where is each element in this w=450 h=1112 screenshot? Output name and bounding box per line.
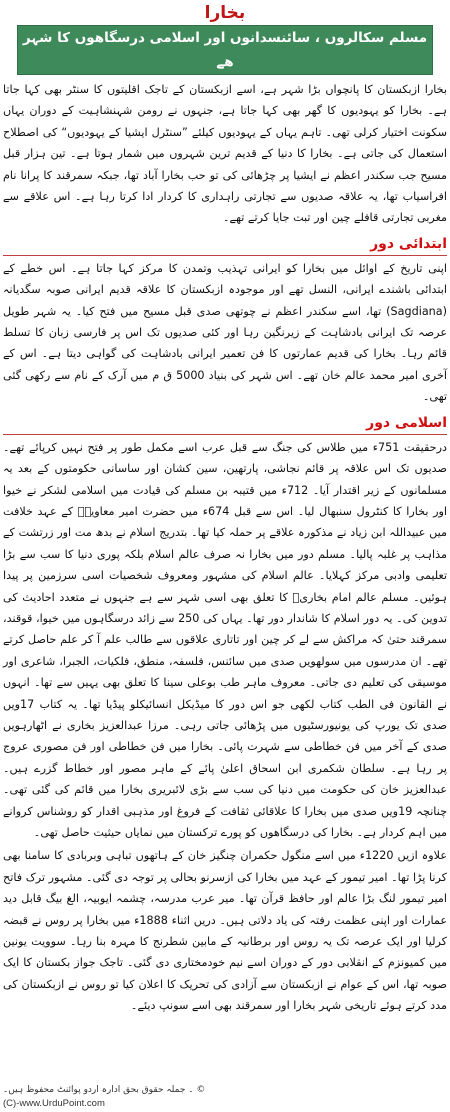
early-period-text-2: ) تھا، اسے سکندر اعظم نے چوتھی صدی قبل مسیح میں فتح کیا۔ یہ شہر طویل عرصہ تک ایرانی بادشاہت کے زیرنگین رہا اور کئی صدیوں تک اس پر فارسی زبان کا تسلط قائم رہا۔ بخارا کی قدیم عمارتوں کا فن تعمیر ایرانی بادشاہت کی گواہی دیتا ہے۔ اس کے آخری امیر محمد عالم خان تھے۔ اس شہر کی بنیاد 5000 ق م میں آرک کے نام سے رکھی گئی تھی۔ <box>3 304 447 404</box>
intro-paragraph: بخارا ازبکستان کا پانچواں بڑا شہر ہے، اسے ازبکستان کے تاجک اقلیتوں کا سنٹر بھی کہا جاتا ہے۔ بخارا کو یہودیوں کا گھر بھی کہا جاتا ہے، جنہوں نے رومن شہنشاہیت کے دوران یہاں سکونت اختیار کرلی تھی۔ تاہم یہاں کے یہودیوں کیلئے ”سنٹرل ایشیا کے یہودیوں“ کی اصطلاح استعمال کی جاتی ہے۔ بخارا کا دنیا کے قدیم ترین شہروں میں شمار ہوتا ہے۔ تین ہزار قبل مسیح جب سکندر اعظم نے ایشیا پر چڑھائی کی تو حب بخارا آباد تھا، جبکہ سمرقند کا پرانا نام افراسیاب تھا، یہ علاقہ صدیوں سے تجارتی راہداری کا کردار ادا کرتا رہا ہے۔ اس علاقے سے مغربی تجارتی قافلے چین اور تبت جایا کرتے تھے۔ <box>3 83 447 225</box>
copyright-link[interactable]: (C)-www.UrduPoint.com <box>3 1098 105 1109</box>
islamic-period-paragraph-2: علاوہ ازیں 1220ء میں اسے منگول حکمران چنگیز خان کے ہاتھوں تباہی وبربادی کا سامنا بھی کرنا پڑا تھا۔ امیر تیمور کے عہد میں بخارا کی ازسرنو بحالی پر توجہ دی گئی۔ مشہور ترک فاتح امیر تیمور لنگ بڑا عالم اور حافظ قرآن تھا۔ میر عرب مدرسہ، چشمہ ایوبیہ، الغ بیگ قابل دید عمارات اور اپنی عظمت رفتہ کی یاد دلاتی ہیں۔ دریں اثناء 1888ء میں بخارا پر روس نے قبضہ کرلیا اور ایک عرصہ تک یہ روس اور برطانیہ کے مابین شطرنج کا مہرہ بنا رہا۔ سوویت یونین میں کمیونزم کے انقلابی دور کے دوران اسے نیم خودمختاری دی گئی۔ تاجک جواز بکستان کا ایک صوبہ تھا، اس کے عوام نے ازبکستان سے آزادی کی تحریک کا اعلان کیا تو روس نے ازبکستان کی مدد کرتے ہوئے تاریخی شہر بخارا اور سمرقند بھی اسے سونپ دیئے۔ <box>3 849 448 1013</box>
sagdiana-latin-term: Sagdiana <box>390 304 443 318</box>
section-heading-early-period: ابتدائی دور <box>3 235 447 256</box>
section-heading-islamic-period: اسلامی دور <box>3 414 447 435</box>
article-title: بخارا <box>204 3 246 23</box>
islamic-period-paragraph-1: درحقیقت 751ء میں طلاس کی جنگ سے قبل عرب اسے مکمل طور پر فتح نہیں کرپائے تھے۔ صدیوں تک اس علاقہ پر قائم نجاشی، پارتھین، سین کشان اور ساسانی حکومتوں کے بعد یہ مسلمانوں کے زیر اقتدار آیا۔ 712ء میں قتیبہ بن مسلم کی قیادت میں اسلامی لشکر نے خیوا اور بخارا کا کنٹرول سنبھال لیا۔ اس سے قبل 674ء میں حضرت امیر معاویہؓ کے عہد خلافت میں عبیداللہ ابن زیاد نے مذکورہ علاقے پر حملہ کیا تھا۔ بتدریج اسلام نے بدھ مت اور زرتشت کے مذاہب پر غلبہ پالیا۔ مسلم دور میں بخارا نہ صرف عالم اسلام بلکہ پوری دنیا کا سب سے بڑا تعلیمی وادبی مرکز کہلایا۔ عالم اسلام کی مشہور ومعروف شخصیات اسی سرزمین پر پیدا ہوئیں۔ مسلم عالم امام بخاریؒ کا تعلق بھی اسی شہر سے ہے جنہوں نے متعدد احادیث کی تدوین کی۔ یہ دور اسلام کا شاندار دور تھا۔ یہاں کی 250 سے زائد درسگاہوں میں خیوا، قوقند، سمرقند حتیٰ کہ مراکش سے لے کر چین اور تاتاری علاقوں سے طالب علم آ کر علم حاصل کرتے تھے۔ ان مدرسوں میں سولھویں صدی میں سائنس، فلسفہ، منطق، فلکیات، الجبرا، شاعری اور موسیقی کی تعلیم دی جاتی۔ معروف ماہر طب بوعلی سینا کا تعلق بھی یہیں سے تھا۔ انہوں نے القانون فی الطب کتاب لکھی جو اس دور کا میڈیکل انسائیکلو پیڈیا تھا۔ یہ کتاب 17ویں صدی تک یورپ کی یونیورسٹیوں میں پڑھائی جاتی رہی۔ مرزا عبدالعزیز بخاری نے اٹھارہویں صدی کے آخر میں فن خطاطی سے شہرت پائی۔ بخارا میں فن خطاطی اور فن مصوری عروج پر رہا ہے۔ سلطان شکمری ابن اسحاق اعلیٰ پائے کے ماہر مصور اور خطاط گزرے ہیں۔ عبدالعزیز خان کی حکومت میں دنیا کی سب سے بڑی لائبریری بخارا میں قائم کی گئی تھی۔ چنانچہ 19ویں صدی میں بخارا کا علاقائی ثقافت کے فروغ اور مذہبی اقدار کو روشناس کروانے میں اہم کردار ہے۔ بخارا کی درسگاھوں کو پورے ترکستان میں نمایاں حیثیت حاصل تھی۔ <box>3 440 448 839</box>
page-footer <box>3 1084 447 1110</box>
early-period-text-1: اپنی تاریخ کے اوائل میں بخارا کو ایرانی تہذیب وتمدن کا مرکز کہا جاتا ہے۔ اس خطے کے ابتدائی باشندے ایرانی، النسل تھے اور موجودہ ازبکستان کا علاقہ قدیم ایرانی صوبہ سگدیانہ ( <box>3 261 447 318</box>
article-page <box>0 2 450 1112</box>
rights-footnote: © ۔ جملہ حقوق بحق ادارہ اردو پوائنٹ محفوظ ہیں۔ <box>3 1085 206 1095</box>
early-period-paragraph <box>3 258 447 408</box>
subtitle-banner: مسلم سکالروں ، سائنسدانوں اور اسلامی درسگاھوں کا شہر ھے <box>17 25 433 75</box>
